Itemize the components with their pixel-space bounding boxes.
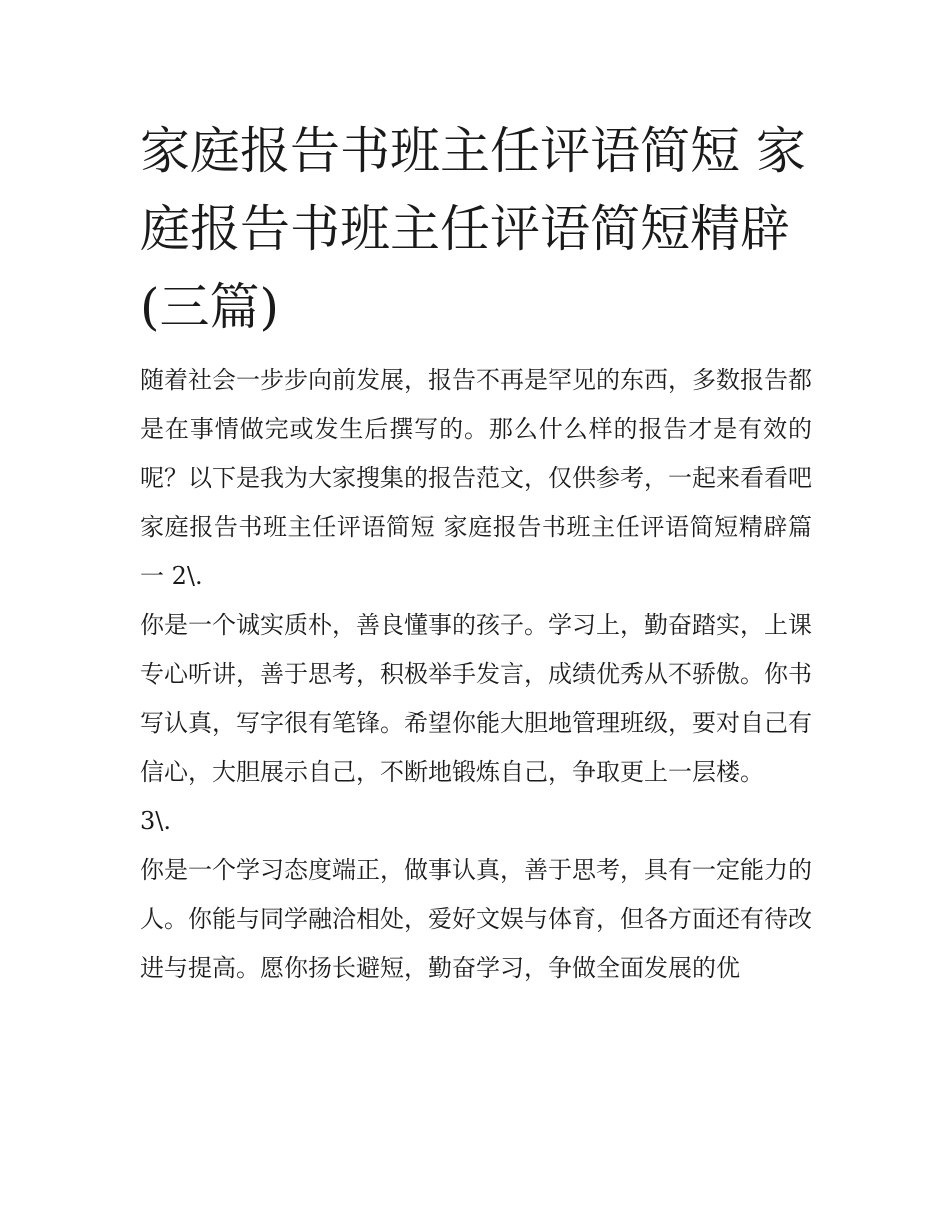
comment-paragraph-2: 你是一个学习态度端正，做事认真，善于思考，具有一定能力的人。你能与同学融洽相处，爱好文娱与体育，但各方面还有待改进与提高。愿你扬长避短，勤奋学习，争做全面发展的优: [140, 856, 812, 982]
document-page: [140, 112, 812, 993]
intro-paragraph: 随着社会一步步向前发展，报告不再是罕见的东西，多数报告都是在事情做完或发生后撰写的。那么什么样的报告才是有效的呢？以下是我为大家搜集的报告范文，仅供参考，一起来看看吧: [140, 366, 812, 492]
comment-paragraph-1: 你是一个诚实质朴，善良懂事的孩子。学习上，勤奋踏实，上课专心听讲，善于思考，积极举手发言，成绩优秀从不骄傲。你书写认真，写字很有笔锋。希望你能大胆地管理班级，要对自己有信心，大胆展示自己，不断地锻炼自己，争取更上一层楼。: [140, 611, 812, 786]
section-heading: 家庭报告书班主任评语简短 家庭报告书班主任评语简短精辟篇一 2\.: [140, 513, 812, 590]
item-number-3: 3\.: [140, 807, 171, 835]
document-title: 家庭报告书班主任评语简短 家庭报告书班主任评语简短精辟(三篇): [140, 122, 806, 336]
